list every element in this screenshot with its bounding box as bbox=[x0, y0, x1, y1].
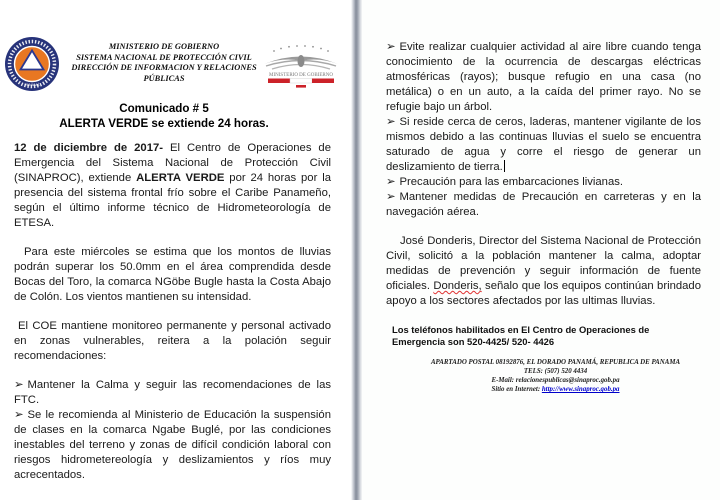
org-header bbox=[62, 42, 266, 84]
page2-body bbox=[386, 40, 701, 394]
footer-email-line: E-Mail: relacionespublicas@sinaproc.gob.pa bbox=[491, 377, 620, 384]
website-link[interactable]: http://www.sinaproc.gob.pa bbox=[541, 386, 620, 393]
paragraph-coe-monitoring: El COE mantiene monitoreo permanente y personal activado en zonas vulnerables, reitera a la polación seguir recomendaciones: bbox=[14, 320, 331, 362]
org-line-1: MINISTERIO DE GOBIERNO bbox=[108, 42, 220, 51]
arrow-bullet-icon: ➢ bbox=[14, 409, 24, 421]
bullet-item-laderas: ➢ Si reside cerca de ceros, laderas, mantener vigilante de los mismos debido a las continuas lluvias el suelo se encuentra saturado de agua y corre el riesgo de generar un deslizamiento de tierra. bbox=[386, 116, 701, 173]
comunicado-title bbox=[6, 101, 322, 131]
paragraph-date-intro: 12 de diciembre de 2017- El Centro de Operaciones de Emergencia del Sistema Nacional de Protección Civil (SINAPROC), extiende ALERTA VERDE por 24 horas por la presencia del sistema frontal frío sobre el Caribe Panameño, según el último informe técnico de Hidrometeorología de ETESA. bbox=[14, 142, 331, 229]
comunicado-number: Comunicado # 5 bbox=[119, 102, 209, 115]
footer-email: relacionespublicas@sinaproc.gob.pa bbox=[515, 377, 620, 384]
bullet-item-educacion: ➢ Se le recomienda al Ministerio de Educación la suspensión de clases en la comarca Ngabe Buglé, por las condiciones inestables del terreno y zonas de difícil condición laboral con riesgos hidrometereología y deslizamientos y ríos muy acrecentados. bbox=[14, 409, 331, 481]
arrow-bullet-icon: ➢ bbox=[14, 379, 24, 391]
sinaproc-logo-label: PANAMÁ bbox=[24, 83, 40, 87]
arrow-bullet-icon: ➢ bbox=[386, 191, 396, 203]
letterhead-footer bbox=[386, 358, 701, 394]
document-page-2[interactable] bbox=[362, 0, 720, 500]
sinaproc-badge-logo bbox=[4, 36, 60, 92]
arrow-bullet-icon: ➢ bbox=[386, 41, 396, 53]
emergency-phones: Los teléfonos habilitados en El Centro de Operaciones de Emergencia son 520-4425/ 520- 4426 bbox=[392, 324, 650, 347]
arrow-bullet-icon: ➢ bbox=[386, 116, 396, 128]
org-line-3: DIRECCIÓN DE INFORMACION Y RELACIONES bbox=[71, 63, 257, 72]
org-line-2: SISTEMA NACIONAL DE PROTECCIÓN CIVIL bbox=[76, 52, 252, 62]
paragraph-director-statement: José Donderis, Director del Sistema Nacional de Protección Civil, solicitó a la población mantener la calma, adoptar medidas de prevención y seguir información de fuente oficiales. Donderis, señalo que los equipos continúan brindado apoyo a los sectores afectados por las ultimas lluvias. bbox=[386, 235, 701, 307]
alerta-verde-bold: ALERTA VERDE bbox=[136, 172, 225, 184]
arrow-bullet-icon: ➢ bbox=[386, 176, 396, 188]
bullet-item-embarcaciones: ➢ Precaución para las embarcaciones livianas. bbox=[386, 176, 624, 188]
page1-body bbox=[14, 141, 331, 483]
paragraph-rain-forecast: Para este miércoles se estima que los montos de lluvias podrán superar los 50.0mm en el área comprendida desde Bocas del Toro, la comarca NGöbe Bugle hasta la Costa Abajo de Colón. Los vientos mantienen su intensidad. bbox=[14, 246, 331, 303]
panama-flag-bar bbox=[268, 79, 334, 88]
footer-phone: TELS: (507) 520 4434 bbox=[523, 368, 588, 375]
mingob-logo-label: MINISTERIO DE GOBIERNO bbox=[269, 73, 333, 78]
org-line-4: PÚBLICAS bbox=[143, 73, 185, 83]
alert-title: ALERTA VERDE se extiende 24 horas. bbox=[59, 117, 269, 130]
mingob-coat-of-arms-logo bbox=[256, 42, 348, 90]
document-page-1[interactable] bbox=[0, 0, 352, 500]
bullet-item-carreteras: ➢ Mantener medidas de Precaución en carreteras y en la navegación aérea. bbox=[386, 191, 701, 218]
footer-address: APARTADO POSTAL 08192876, EL DORADO PANAMÁ, REPUBLICA DE PANAMA bbox=[430, 359, 681, 366]
page-divider bbox=[351, 0, 362, 500]
bullet-item-rayos: ➢ Evite realizar cualquier actividad al aire libre cuando tenga conocimiento de la ocurrencia de descargas eléctricas atmosféricas (rayos); busque refugio en una casa (no metálica) o en un auto, a la caída del primer rayo. No se refugie bajo un árbol. bbox=[386, 41, 701, 113]
misspelled-word: Donderis, bbox=[433, 280, 482, 292]
text-caret bbox=[504, 160, 505, 172]
date-bold: 12 de diciembre de 2017- bbox=[14, 142, 164, 154]
footer-web-line: Sitio en Internet: http://www.sinaproc.gob.pa bbox=[491, 386, 620, 393]
bullet-item-calma: ➢ Mantener la Calma y seguir las recomendaciones de las FTC. bbox=[14, 379, 331, 406]
